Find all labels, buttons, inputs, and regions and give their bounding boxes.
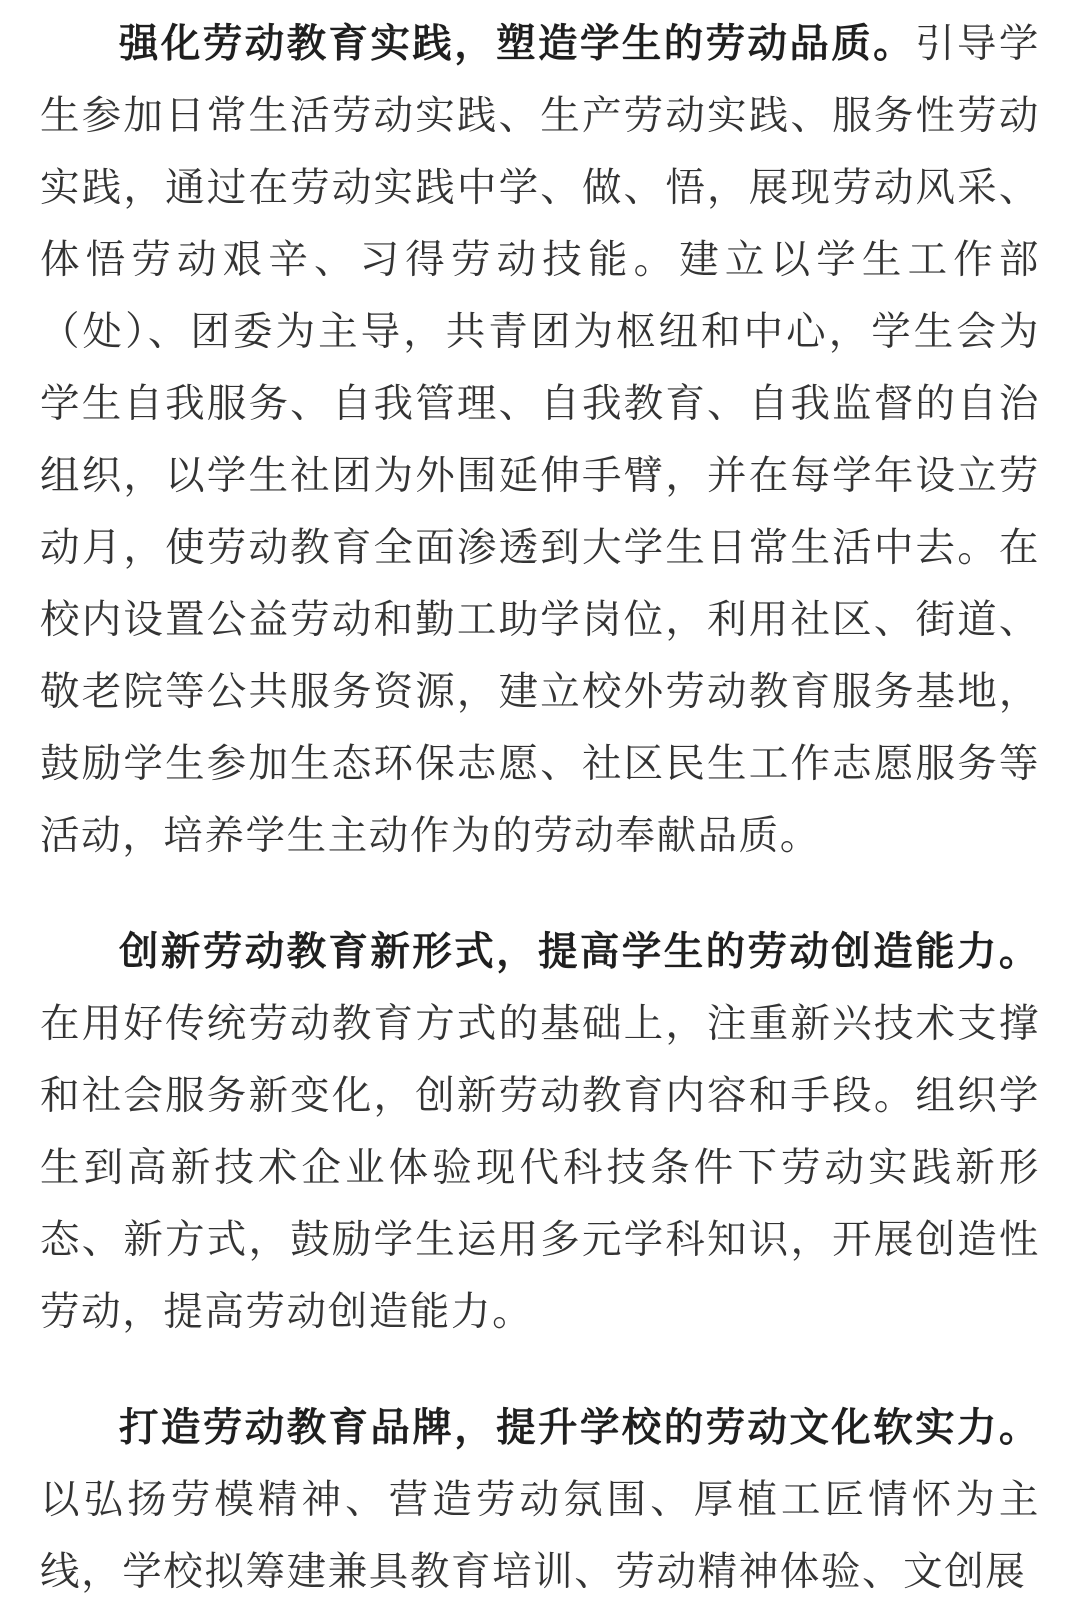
paragraph-labor-brand — [40, 1392, 1040, 1608]
paragraph-text: 在用好传统劳动教育方式的基础上，注重新兴技术支撑和社会服务新变化，创新劳动教育内容和手段。组织学生到高新技术企业体验现代科技条件下劳动实践新形态、新方式，鼓励学生运用多元学科知识，开展创造性劳动，提高劳动创造能力。 — [40, 1001, 1040, 1335]
paragraph-labor-practice — [40, 0, 1040, 872]
paragraph-labor-innovation — [40, 916, 1040, 1348]
paragraph-lead: 强化劳动教育实践，塑造学生的劳动品质。 — [119, 21, 916, 67]
paragraph-text: 引导学生参加日常生活劳动实践、生产劳动实践、服务性劳动实践，通过在劳动实践中学、做、悟，展现劳动风采、体悟劳动艰辛、习得劳动技能。建立以学生工作部（处）、团委为主导，共青团为枢纽和中心，学生会为学生自我服务、自我管理、自我教育、自我监督的自治组织，以学生社团为外围延伸手臂，并在每学年设立劳动月，使劳动教育全面渗透到大学生日常生活中去。在校内设置公益劳动和勤工助学岗位，利用社区、街道、敬老院等公共服务资源，建立校外劳动教育服务基地，鼓励学生参加生态环保志愿、社区民生工作志愿服务等活动，培养学生主动作为的劳动奉献品质。 — [40, 21, 1040, 859]
paragraph-lead: 打造劳动教育品牌，提升学校的劳动文化软实力。 — [119, 1405, 1040, 1451]
paragraph-lead: 创新劳动教育新形式，提高学生的劳动创造能力。 — [119, 929, 1040, 975]
paragraph-text: 以弘扬劳模精神、营造劳动氛围、厚植工匠情怀为主线，学校拟筹建兼具教育培训、劳动精神体验、文创展 — [40, 1477, 1040, 1595]
